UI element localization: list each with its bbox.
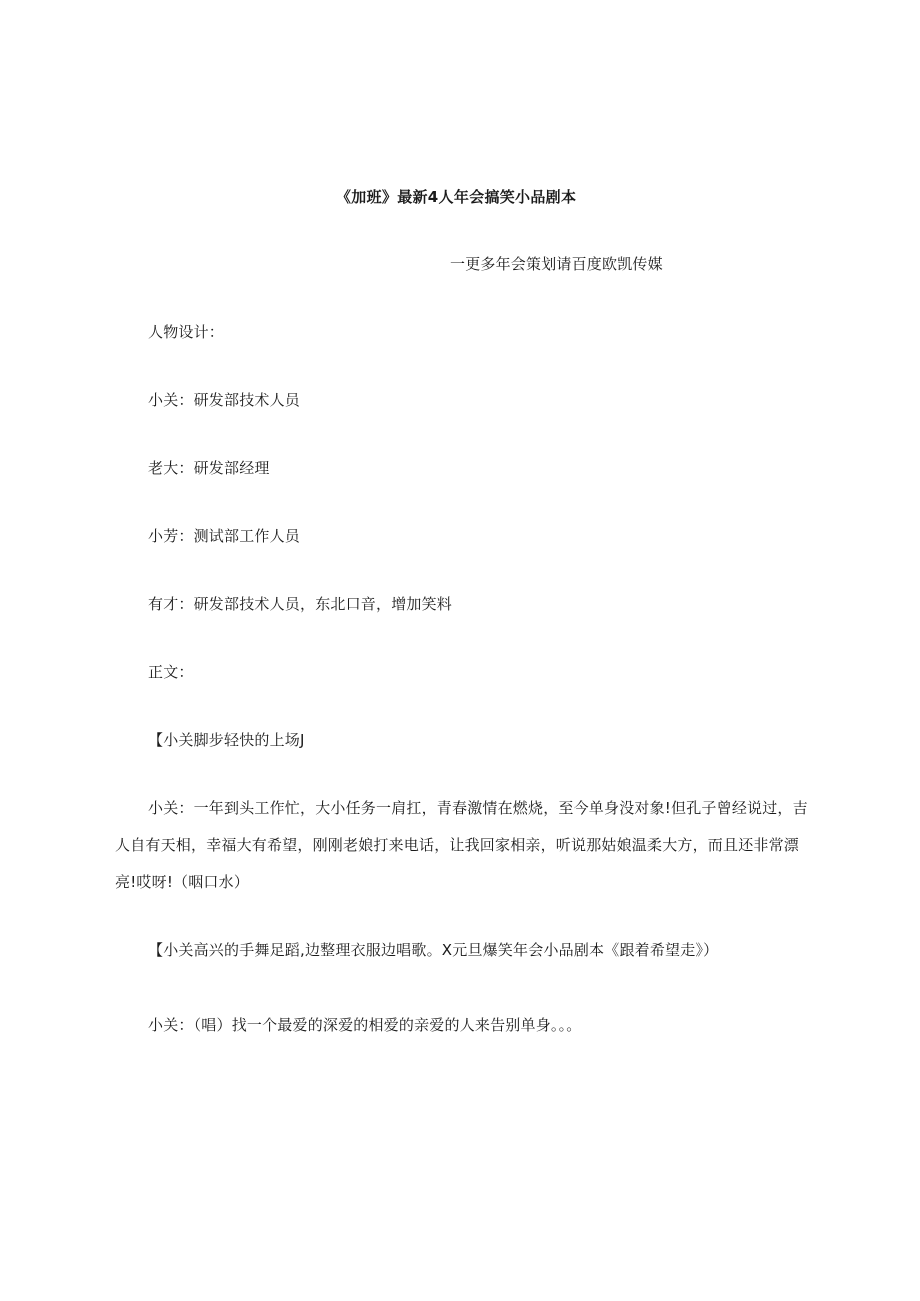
- dialogue-paragraph: 小关：一年到头工作忙，大小任务一肩扛，青春激情在燃烧，至今单身没对象!但孔子曾经说过，吉人自有天相，幸福大有希望，刚刚老娘打来电话，让我回家相亲，听说那姑娘温柔大方，而且还非常漂亮!哎呀!（咽口水）: [115, 799, 808, 891]
- character-line: 老大：研发部经理: [148, 459, 270, 477]
- character-line: 有才：研发部技术人员，东北口音，增加笑料: [148, 595, 453, 613]
- stage-direction: 【小关脚步轻快的上场J: [148, 731, 305, 749]
- document-title: 《加班》最新4人年会搞笑小品剧本: [336, 188, 577, 206]
- characters-heading: 人物设计：: [148, 323, 225, 341]
- character-line: 小芳：测试部工作人员: [148, 527, 301, 545]
- dialogue-line: 小关：（唱）找一个最爱的深爱的相爱的亲爱的人来告别单身。。。: [148, 1016, 582, 1034]
- character-line: 小关：研发部技术人员: [148, 391, 301, 409]
- stage-direction: 【小关高兴的手舞足蹈,边整理衣服边唱歌。X元旦爆笑年会小品剧本《跟着希望走》）: [148, 941, 719, 959]
- body-heading: 正文：: [148, 663, 194, 681]
- document-subtitle: 一更多年会策划请百度欧凯传媒: [450, 255, 663, 273]
